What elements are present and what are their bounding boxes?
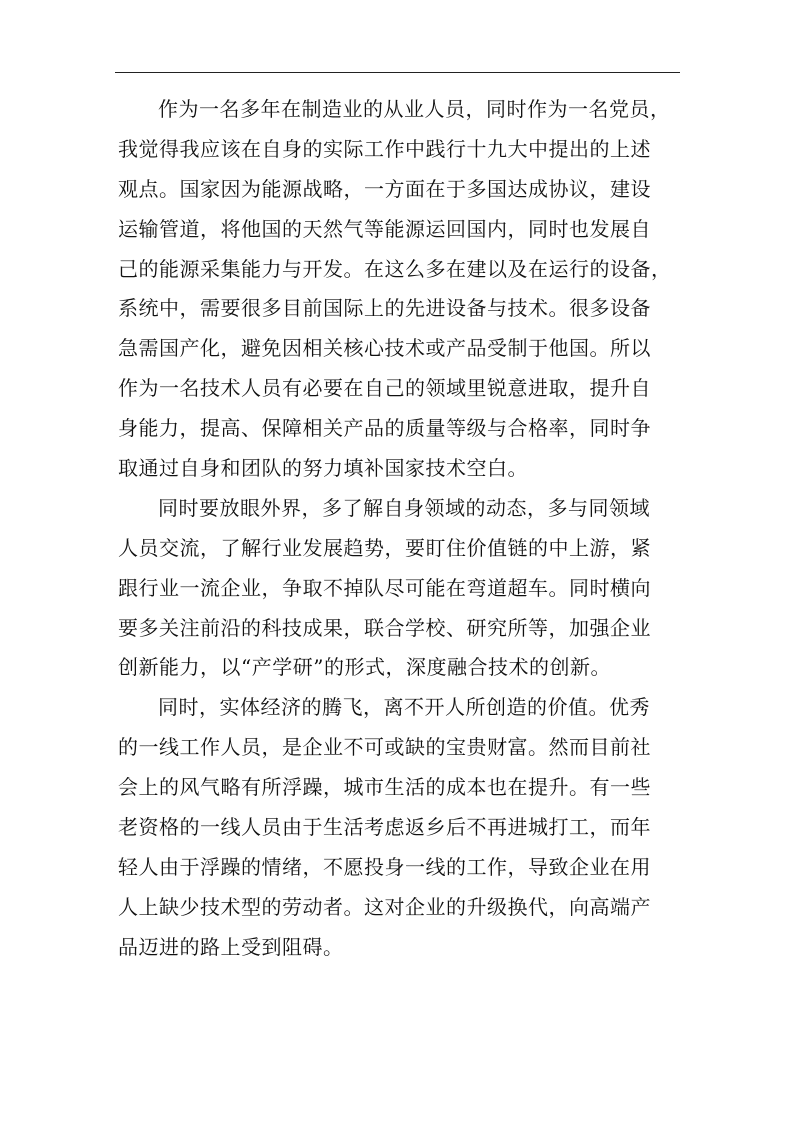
paragraph xyxy=(118,489,678,688)
text-line: 我觉得我应该在自身的实际工作中践行十九大中提出的上述 xyxy=(118,136,651,161)
text-line: 要多关注前沿的科技成果，联合学校、研究所等，加强企业 xyxy=(118,615,651,640)
text-line: 同时要放眼外界，多了解自身领域的动态，多与同领域 xyxy=(158,495,650,520)
header-rule xyxy=(115,72,680,73)
text-line: 系统中，需要很多目前国际上的先进设备与技术。很多设备 xyxy=(118,296,651,321)
text-line: 老资格的一线人员由于生活考虑返乡后不再进城打工，而年 xyxy=(118,815,651,840)
text-line: 人员交流，了解行业发展趋势，要盯住价值链的中上游，紧 xyxy=(118,535,651,560)
text-line: 取通过自身和团队的努力填补国家技术空白。 xyxy=(118,456,528,481)
text-line: 创新能力，以“产学研”的形式，深度融合技术的创新。 xyxy=(118,655,611,680)
text-line: 会上的风气略有所浮躁，城市生活的成本也在提升。有一些 xyxy=(118,775,651,800)
document-body xyxy=(118,90,678,968)
text-line: 跟行业一流企业，争取不掉队尽可能在弯道超车。同时横向 xyxy=(118,575,651,600)
text-line: 作为一名多年在制造业的从业人员，同时作为一名党员， xyxy=(158,97,671,121)
text-line: 作为一名技术人员有必要在自己的领域里锐意进取，提升自 xyxy=(118,376,651,401)
text-line: 观点。国家因为能源战略，一方面在于多国达成协议，建设 xyxy=(118,176,651,201)
paragraph xyxy=(118,90,678,489)
text-line: 身能力，提高、保障相关产品的质量等级与合格率，同时争 xyxy=(118,416,651,441)
text-line: 急需国产化，避免因相关核心技术或产品受制于他国。所以 xyxy=(118,336,651,361)
text-line: 品迈进的路上受到阻碍。 xyxy=(118,934,344,959)
text-line: 轻人由于浮躁的情绪，不愿投身一线的工作，导致企业在用 xyxy=(118,854,651,879)
paragraph xyxy=(118,688,678,967)
text-line: 人上缺少技术型的劳动者。这对企业的升级换代，向高端产 xyxy=(118,894,651,919)
text-line: 同时，实体经济的腾飞，离不开人所创造的价值。优秀 xyxy=(158,695,650,720)
text-line: 的一线工作人员，是企业不可或缺的宝贵财富。然而目前社 xyxy=(118,735,651,760)
text-line: 运输管道，将他国的天然气等能源运回国内，同时也发展自 xyxy=(118,216,651,241)
text-line: 己的能源采集能力与开发。在这么多在建以及在运行的设备， xyxy=(118,256,672,281)
